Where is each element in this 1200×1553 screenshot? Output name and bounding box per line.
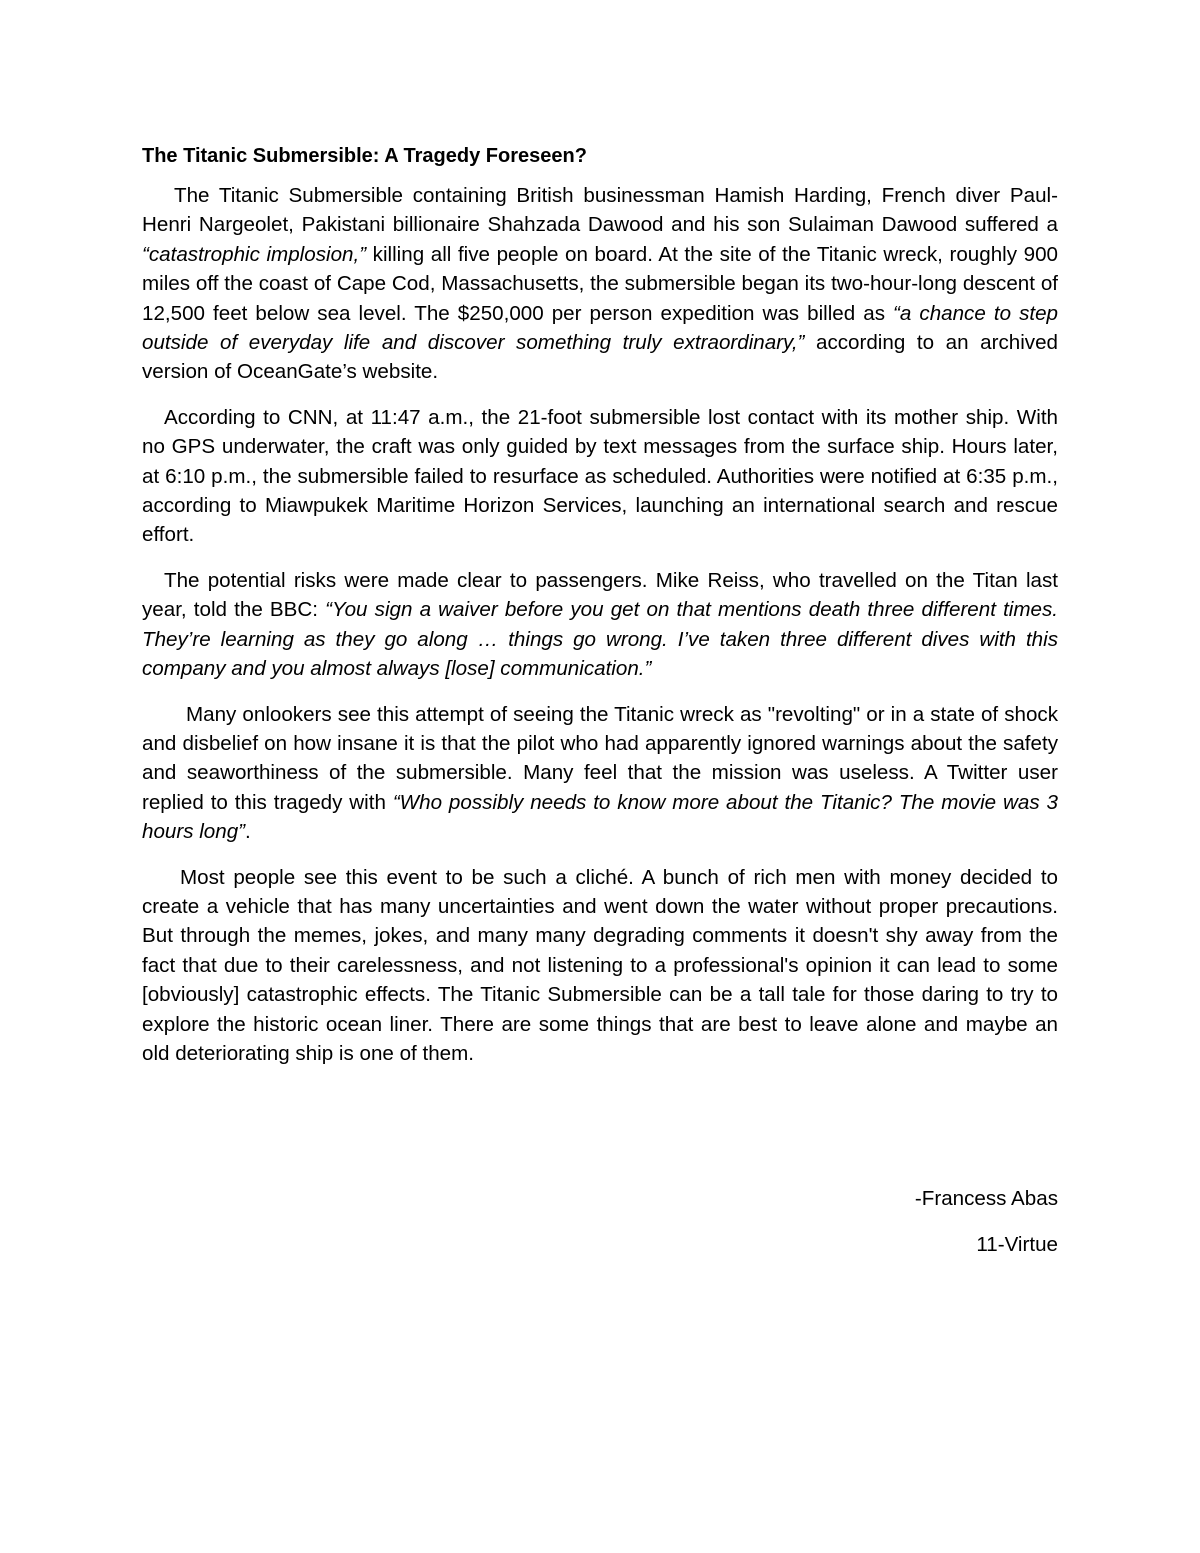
author-name: -Francess Abas — [914, 1187, 1058, 1210]
paragraph-segment: The Titanic Submersible containing British businessman Hamish Harding, French diver Paul-Henri Nargeolet, Pakistani billionaire Shahzada Dawood and his son Sulaiman Dawood suffered a — [142, 184, 1058, 237]
document-title: The Titanic Submersible: A Tragedy Foreseen? — [142, 145, 587, 167]
paragraph-segment: according to an archived version of OceanGate’s website. — [142, 331, 1058, 384]
paragraph-1 — [142, 181, 1058, 387]
paragraph-quote: “Who possibly needs to know more about the Titanic? The movie was 3 hours long” — [142, 790, 1058, 844]
paragraph-quote: “You sign a waiver before you get on that mentions death three different times. They’re learning as they go along … things go wrong. I’ve taken three different dives with this company and you almost always [lose] communication.” — [142, 598, 1058, 681]
paragraph-segment: Most people see this event to be such a cliché. A bunch of rich men with money decided to create a vehicle that has many uncertainties and went down the water without proper precautions. But through the memes, jokes, and many many degrading comments it doesn't shy away from the fact that due to their carelessness, and not listening to a professional's opinion it can lead to some [obviously] catastrophic effects. The Titanic Submersible can be a tall tale for those daring to try to explore the historic ocean liner. There are some things that are best to leave alone and maybe an old deteriorating ship is one of them. — [142, 865, 1058, 1065]
paragraph-segment: Many onlookers see this attempt of seeing the Titanic wreck as "revolting" or in a state of shock and disbelief on how insane it is that the pilot who had apparently ignored warnings about the safety and seaworthiness of the submersible. Many feel that the mission was useless. A Twitter user replied to this tragedy with — [142, 702, 1058, 814]
paragraph-segment: killing all five people on board. At the site of the Titanic wreck, roughly 900 miles off the coast of Cape Cod, Massachusetts, the submersible began its two-hour-long descent of 12,500 feet below sea level. The $250,000 per person expedition was billed as — [142, 242, 1058, 325]
paragraph-quote: “catastrophic implosion,” — [142, 242, 367, 266]
paragraph-2 — [142, 403, 1058, 550]
paragraph-segment: The potential risks were made clear to passengers. Mike Reiss, who travelled on the Titan last year, told the BBC: — [142, 568, 1058, 622]
paragraph-segment: . — [245, 820, 251, 844]
paragraph-4 — [142, 700, 1058, 847]
paragraph-5 — [142, 863, 1058, 1069]
paragraph-quote: “a chance to step outside of everyday life and discover something truly extraordinary,” — [142, 301, 1058, 355]
paragraph-segment: According to CNN, at 11:47 a.m., the 21-foot submersible lost contact with its mother ship. With no GPS underwater, the craft was only guided by text messages from the surface ship. Hours later, at 6:10 p.m., the submersible failed to resurface as scheduled. Authorities were notified at 6:35 p.m., according to Miawpukek Maritime Horizon Services, launching an international search and rescue effort. — [142, 405, 1058, 547]
paragraph-3 — [142, 566, 1058, 684]
author-section: 11-Virtue — [976, 1233, 1058, 1256]
document-page — [142, 142, 1058, 1256]
